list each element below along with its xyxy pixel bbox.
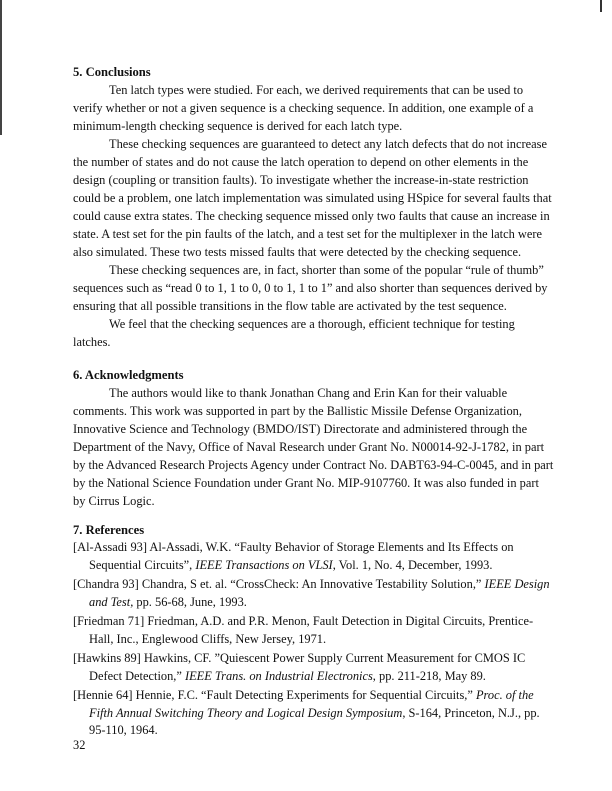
italic-text: Fifth Annual Switching Theory and Logical Design Symposium [89,705,403,720]
text-line: by the National Science Foundation under Grant No. MIP-9107760. It was also funded in part [73,476,539,490]
text: [Al-Assadi 93] Al-Assadi, W.K. “Faulty Behavior of Storage Elements and Its Effects on [73,540,514,554]
text: Sequential Circuits”, [89,557,196,572]
text: , S-164, Princeton, N.J., pp. [402,705,540,720]
text-line: ensuring that all possible transitions in the flow table are activated by the test sequence. [73,299,507,313]
text-line: Department of the Navy, Office of Naval Research under Grant No. N00014-92-J-1782, in part [73,440,545,454]
text: [Friedman 71] Friedman, A.D. and P.R. Menon, Fault Detection in Digital Circuits, Prentice- [73,614,534,628]
italic-text: IEEE Trans. on Industrial Electronics [184,668,373,683]
reference-line [73,687,550,705]
paragraph [73,315,552,351]
reference-line [73,613,550,631]
text-line: design (coupling or transition faults). To investigate whether the increase-in-state restriction [73,173,529,187]
text-line: verify whether or not a given sequence is a checking sequence. In addition, one example of a [73,101,534,115]
reference-line [73,594,550,612]
reference-item [73,687,550,740]
reference-line [73,668,550,686]
text-line: comments. This work was supported in part by the Ballistic Missile Defense Organization, [73,404,522,418]
conclusions-heading: 5. Conclusions [73,65,151,79]
italic-text: Proc. of the [475,688,534,702]
text-line: The authors would like to thank Jonathan Chang and Erin Kan for their valuable [109,386,508,400]
paragraph [73,261,552,315]
text-line: state. A test set for the pin faults of the latch, and a test set for the multiplexer in the latch were [73,227,542,241]
conclusions-body [73,81,552,351]
reference-line [73,722,550,740]
acknowledgments-body [73,384,553,510]
text: Defect Detection,” [89,668,185,683]
text: , Vol. 1, No. 4, December, 1993. [332,557,493,572]
text-line: These checking sequences are, in fact, shorter than some of the popular “rule of thumb” [109,263,544,277]
text-line: the number of states and do not cause the latch operation to depend on other elements in the [73,155,529,169]
text-line: Ten latch types were studied. For each, we derived requirements that can be used to [109,83,524,97]
text-line: Innovative Science and Technology (BMDO/IST) Directorate and administered through the [73,422,528,436]
reference-line [73,650,550,668]
page-number: 32 [73,738,86,752]
reference-line [73,631,550,649]
reference-line [73,576,550,594]
text-line: sequences such as “read 0 to 1, 1 to 0, 0 to 1, 1 to 1” and also shorter than sequences derived by [73,281,548,295]
references-list [73,539,550,742]
text: [Hennie 64] Hennie, F.C. “Fault Detecting Experiments for Sequential Circuits,” [73,688,476,702]
references-heading: 7. References [73,523,145,537]
reference-line [73,557,550,575]
scan-edge-line [0,0,2,135]
text-line: could cause extra states. The checking sequence missed only two faults that cause an increase in [73,209,550,223]
paragraph [73,384,553,510]
text-line: could be a problem, one latch implementation was simulated using HSpice for several faults that [73,191,552,205]
text-line: by Cirrus Logic. [73,494,155,508]
italic-text: and Test, [89,594,134,609]
text-line: These checking sequences are guaranteed to detect any latch defects that do not increase [109,137,547,151]
text: 95-110, 1964. [89,723,158,737]
paragraph [73,135,552,261]
reference-item [73,650,550,685]
text-line: also simulated. These two tests missed faults that were detected by the checking sequence. [73,245,522,259]
text: [Chandra 93] Chandra, S et. al. “CrossCheck: An Innovative Testability Solution,” [73,577,485,591]
reference-line [73,705,550,723]
text: , pp. 211-218, May 89. [372,668,486,683]
italic-text: IEEE Transactions on VLSI [195,557,333,572]
text-line: minimum-length checking sequence is derived for each latch type. [73,119,403,133]
paragraph [73,81,552,135]
reference-item [73,576,550,611]
acknowledgments-heading: 6. Acknowledgments [73,368,184,382]
italic-text: IEEE Design [484,577,550,591]
text-line: We feel that the checking sequences are a thorough, efficient technique for testing [109,317,515,331]
text-line: by the Advanced Research Projects Agency under Contract No. DABT63-94-C-0045, and in part [73,458,554,472]
scan-edge-mark [600,0,602,12]
reference-item [73,539,550,574]
text-line: latches. [73,335,111,349]
text: Hall, Inc., Englewood Cliffs, New Jersey, 1971. [89,631,327,646]
reference-line [73,539,550,557]
text: pp. 56-68, June, 1993. [133,594,247,609]
reference-item [73,613,550,648]
text: [Hawkins 89] Hawkins, CF. ”Quiescent Power Supply Current Measurement for CMOS IC [73,651,526,665]
